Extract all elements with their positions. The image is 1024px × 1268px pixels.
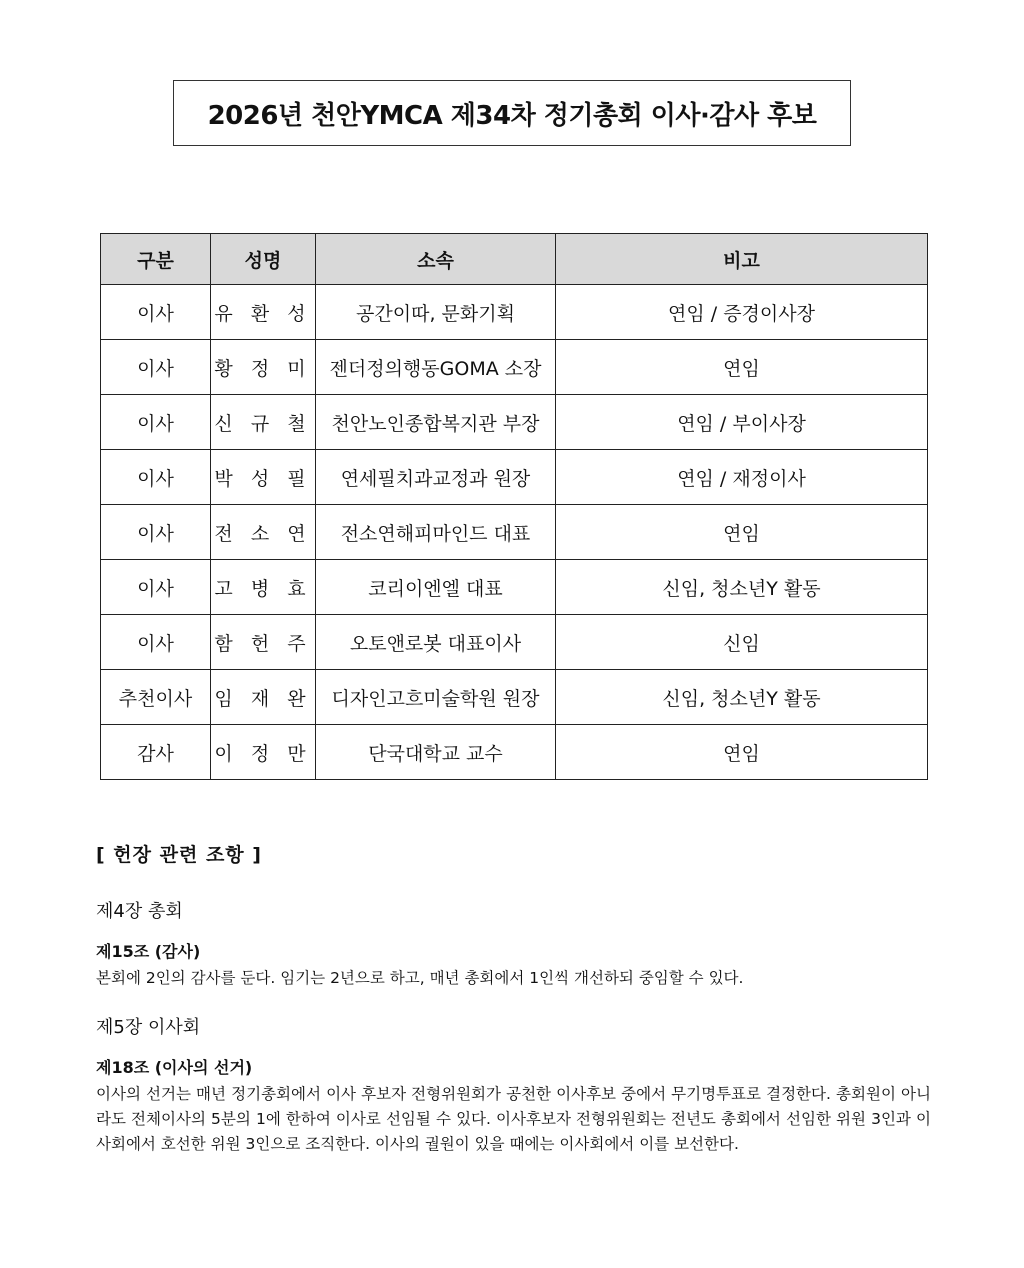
- cell-category: 이사: [101, 560, 211, 615]
- table-row: [101, 615, 928, 670]
- table-row: [101, 670, 928, 725]
- article-text: 본회에 2인의 감사를 둔다. 임기는 2년으로 하고, 매년 총회에서 1인씩 개선하되 중임할 수 있다.: [96, 969, 744, 987]
- cell-note: 연임 / 재정이사: [556, 450, 928, 505]
- article-title: 제15조 (감사): [96, 942, 201, 961]
- cell-affiliation: 오토앤로봇 대표이사: [316, 615, 556, 670]
- cell-name: 임 재 완: [211, 670, 316, 725]
- charter-heading: [ 헌장 관련 조항 ]: [96, 844, 262, 866]
- table-row: [101, 340, 928, 395]
- table-row: [101, 450, 928, 505]
- cell-affiliation: 전소연해피마인드 대표: [316, 505, 556, 560]
- cell-name: 박 성 필: [211, 450, 316, 505]
- cell-note: 연임: [556, 340, 928, 395]
- cell-category: 이사: [101, 340, 211, 395]
- cell-note: 연임 / 부이사장: [556, 395, 928, 450]
- cell-affiliation: 연세필치과교정과 원장: [316, 450, 556, 505]
- cell-affiliation: 젠더정의행동GOMA 소장: [316, 340, 556, 395]
- table-header-row: [101, 234, 928, 285]
- cell-category: 감사: [101, 725, 211, 780]
- candidate-table: [100, 233, 928, 780]
- cell-note: 연임 / 증경이사장: [556, 285, 928, 340]
- table-row: [101, 560, 928, 615]
- cell-note: 연임: [556, 505, 928, 560]
- header-name: 성명: [211, 234, 316, 285]
- cell-note: 신임: [556, 615, 928, 670]
- cell-name: 유 환 성: [211, 285, 316, 340]
- chapter-title: 제4장 총회: [96, 901, 183, 922]
- chapter-title: 제5장 이사회: [96, 1017, 201, 1038]
- cell-category: 이사: [101, 285, 211, 340]
- cell-name: 이 정 만: [211, 725, 316, 780]
- header-category: 구분: [101, 234, 211, 285]
- cell-note: 연임: [556, 725, 928, 780]
- cell-category: 이사: [101, 395, 211, 450]
- cell-category: 추천이사: [101, 670, 211, 725]
- cell-category: 이사: [101, 615, 211, 670]
- cell-affiliation: 코리이엔엘 대표: [316, 560, 556, 615]
- header-affiliation: 소속: [316, 234, 556, 285]
- table-row: [101, 395, 928, 450]
- chapter-block: [96, 897, 931, 991]
- table-row: [101, 725, 928, 780]
- article-title: 제18조 (이사의 선거): [96, 1058, 253, 1077]
- cell-affiliation: 디자인고흐미술학원 원장: [316, 670, 556, 725]
- cell-affiliation: 단국대학교 교수: [316, 725, 556, 780]
- document-title: 2026년 천안YMCA 제34차 정기총회 이사·감사 후보: [207, 100, 817, 131]
- cell-name: 고 병 효: [211, 560, 316, 615]
- cell-name: 함 헌 주: [211, 615, 316, 670]
- article-text: 이사의 선거는 매년 정기총회에서 이사 후보자 전형위원회가 공천한 이사후보 중에서 무기명투표로 결정한다. 총회원이 아니라도 전체이사의 5분의 1에 한하여 이사로 선임될 수 있다. 이사후보자 전형위원회는 전년도 총회에서 선임한 위원 3인과 이사회에서 호선한 위원 3인으로 조직한다. 이사의 궐원이 있을 때에는 이사회에서 이를 보선한다.: [96, 1085, 931, 1153]
- chapter-block: [96, 1013, 931, 1157]
- cell-note: 신임, 청소년Y 활동: [556, 560, 928, 615]
- cell-note: 신임, 청소년Y 활동: [556, 670, 928, 725]
- cell-category: 이사: [101, 450, 211, 505]
- cell-name: 황 정 미: [211, 340, 316, 395]
- title-box: [173, 80, 851, 146]
- cell-category: 이사: [101, 505, 211, 560]
- header-note: 비고: [556, 234, 928, 285]
- table-row: [101, 505, 928, 560]
- cell-name: 신 규 철: [211, 395, 316, 450]
- table-row: [101, 285, 928, 340]
- charter-section: [96, 840, 931, 1179]
- cell-affiliation: 공간이따, 문화기획: [316, 285, 556, 340]
- cell-affiliation: 천안노인종합복지관 부장: [316, 395, 556, 450]
- cell-name: 전 소 연: [211, 505, 316, 560]
